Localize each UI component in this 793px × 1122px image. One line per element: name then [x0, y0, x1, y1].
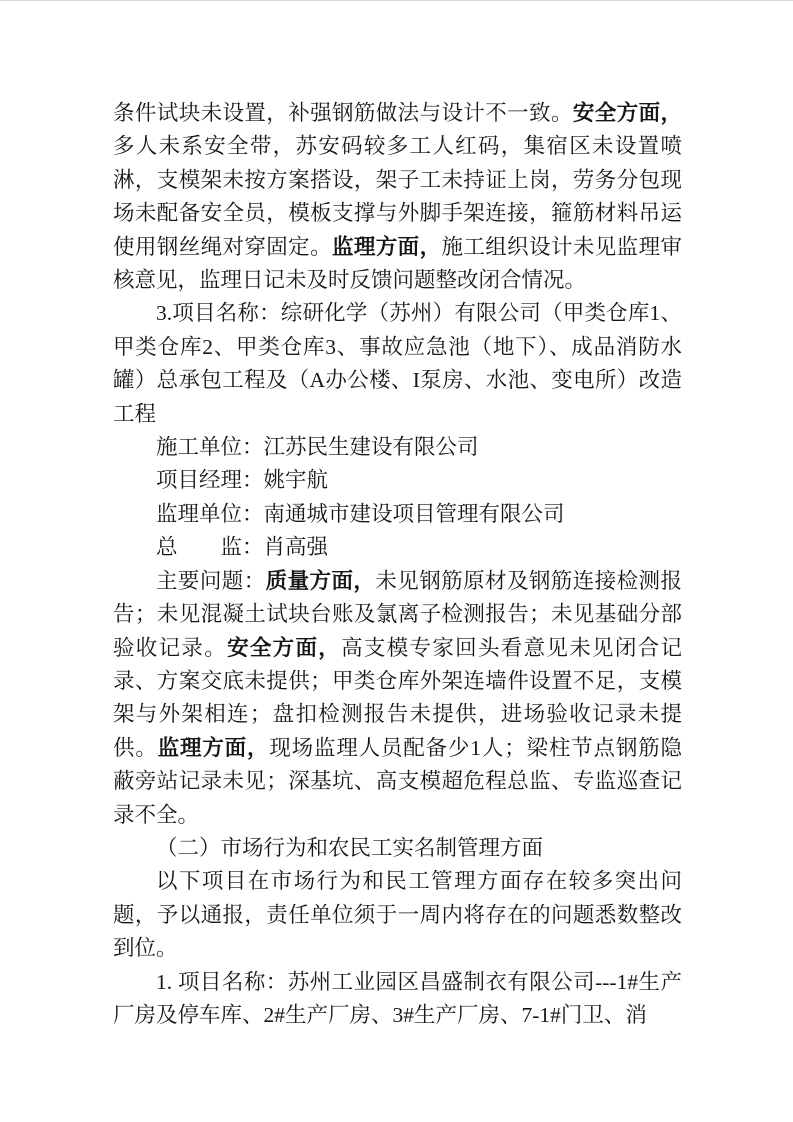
- paragraph-chief-supervisor: [113, 531, 682, 564]
- bold-text-run: 监理方面，: [331, 234, 442, 259]
- paragraph-construction-unit: [113, 431, 682, 464]
- text-run: 现场监理人员配备少1人；梁柱节点钢筋隐蔽旁站记录未见；深基坑、高支模超危程总监、专监巡查记录不全。: [113, 735, 682, 827]
- paragraph-main-problems: [113, 565, 682, 832]
- text-run: 项目经理：姚宇航: [156, 468, 329, 493]
- paragraph-supervision-unit: [113, 498, 682, 531]
- paragraph-project-manager: [113, 464, 682, 497]
- bold-text-run: 安全方面，: [572, 101, 682, 125]
- paragraph-project-1-name: [113, 966, 682, 1033]
- paragraph-project-3-name: [113, 297, 682, 431]
- text-run: 多人未系安全带，苏安码较多工人红码，集宿区未设置喷淋，支模架未按方案搭设，架子工未持证上岗，劳务分包现场未配备安全员，模板支撑与外脚手架连接，箍筋材料吊运使用钢丝绳对穿固定。: [113, 134, 682, 259]
- paragraph-section-2-intro: [113, 865, 682, 965]
- text-run: 施工组织设计未见监理审核意见，监理日记未及时反馈问题整改闭合情况。: [113, 234, 682, 293]
- text-run: 施工单位：江苏民生建设有限公司: [156, 435, 479, 460]
- document-body: [113, 97, 682, 1032]
- text-run: 3.项目名称：综研化学（苏州）有限公司（甲类仓库1、甲类仓库2、甲类仓库3、事故应急池（地下）、成品消防水罐）总承包工程及（A办公楼、I泵房、水池、变电所）改造工程: [113, 301, 682, 426]
- text-run: 以下项目在市场行为和民工管理方面存在较多突出问题，予以通报，责任单位须于一周内将存在的问题悉数整改到位。: [113, 869, 682, 961]
- bold-text-run: 安全方面，: [227, 635, 342, 660]
- paragraph-section-2-heading: [113, 832, 682, 865]
- text-run: 主要问题：: [156, 568, 266, 593]
- text-run: 条件试块未设置，补强钢筋做法与设计不一致。: [113, 101, 573, 125]
- bold-text-run: 质量方面，: [265, 568, 376, 593]
- text-run: 未见钢筋原材及钢筋连接检测报告；未见混凝土试块台账及氯离子检测报告；未见基础分部验收记录。: [113, 568, 682, 660]
- text-run: （二）市场行为和农民工实名制管理方面: [156, 835, 544, 860]
- text-run: 监理单位：南通城市建设项目管理有限公司: [156, 501, 565, 526]
- bold-text-run: 监理方面，: [157, 735, 270, 760]
- text-run: 总 监：肖高强: [156, 535, 329, 560]
- text-run: 1. 项目名称：苏州工业园区昌盛制衣有限公司---1#生产厂房及停车库、2#生产厂房、3#生产厂房、7-1#门卫、消: [113, 969, 682, 1027]
- text-run: 高支模专家回头看意见未见闭合记录、方案交底未提供；甲类仓库外架连墙件设置不足，支模架与外架相连；盘扣检测报告未提供，进场验收记录未提供。: [113, 635, 682, 760]
- paragraph-continuation-quality-safety-supervision: [113, 97, 682, 297]
